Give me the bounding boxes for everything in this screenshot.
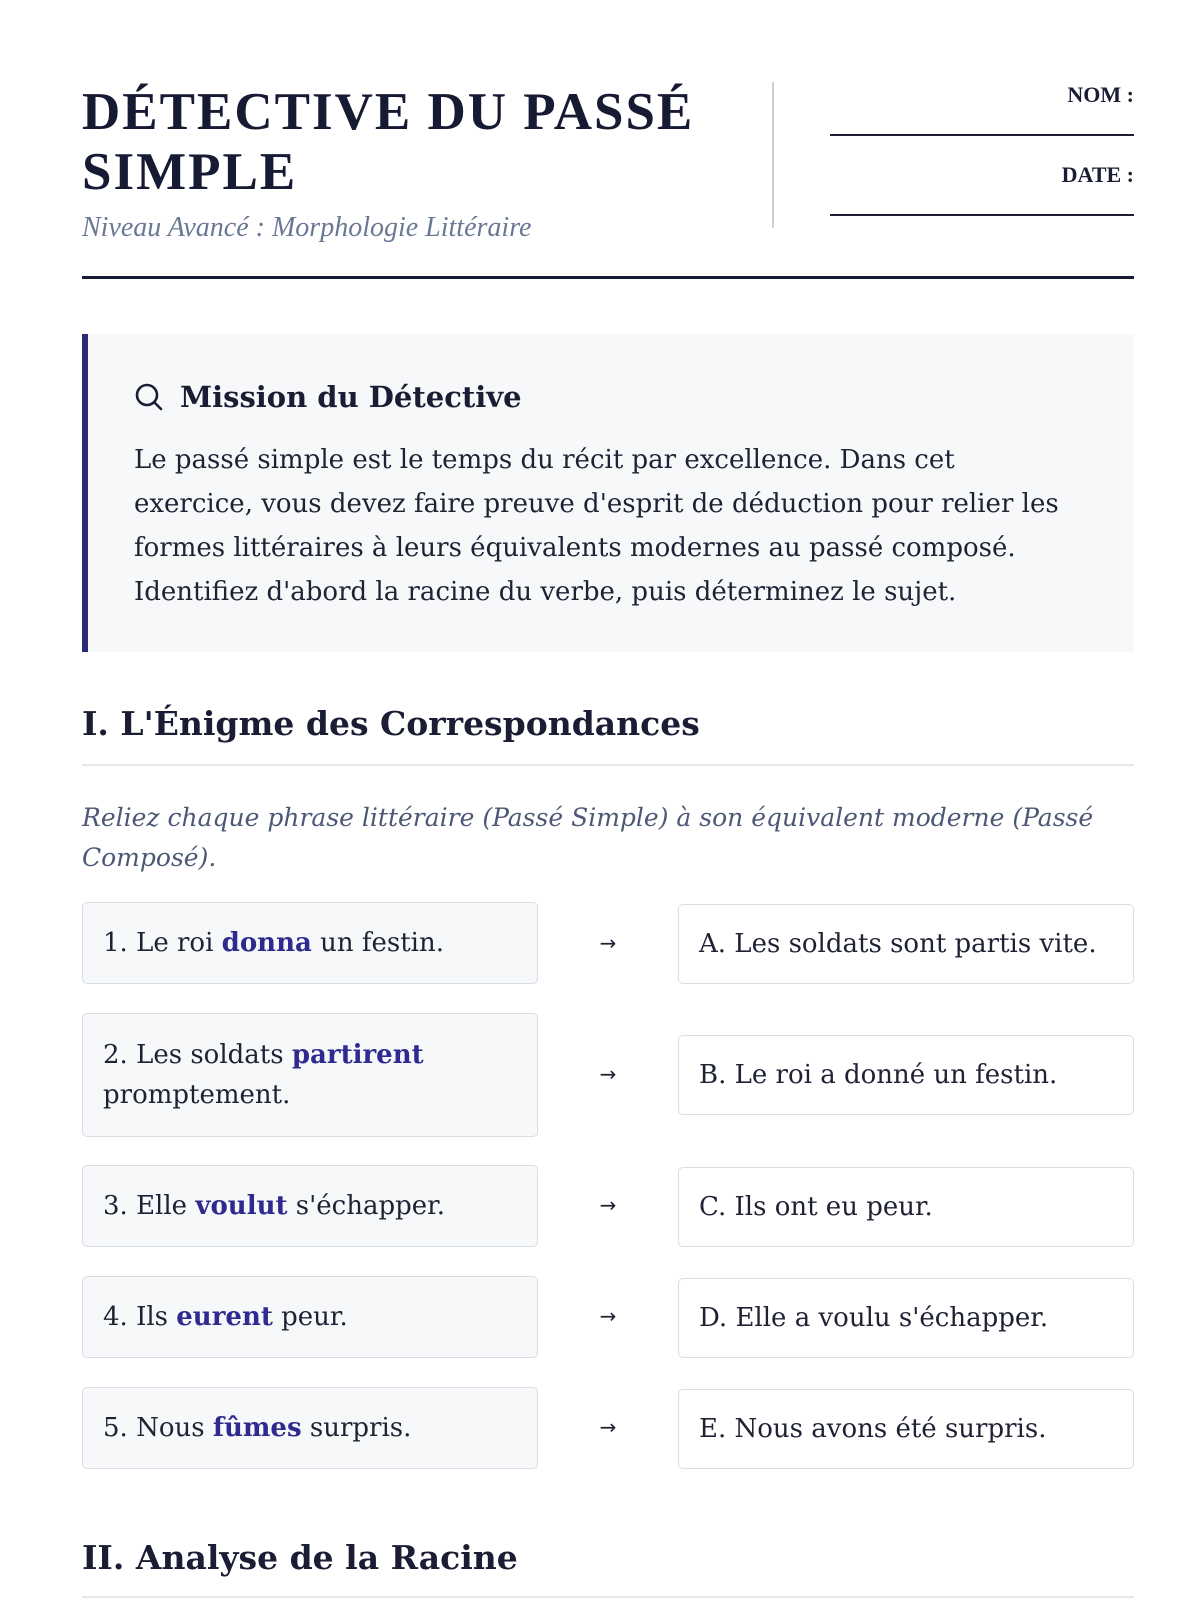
- right-item-e[interactable]: E. Nous avons été surpris.: [678, 1389, 1134, 1469]
- mission-box: [82, 334, 1134, 652]
- left-item-3-verb: voulut: [195, 1191, 288, 1221]
- left-item-5-prefix: 5. Nous: [103, 1413, 213, 1443]
- arrow-icon: →: [599, 1062, 617, 1086]
- right-item-a[interactable]: A. Les soldats sont partis vite.: [678, 904, 1134, 984]
- arrow-icon: →: [599, 931, 617, 955]
- left-item-5-verb: fûmes: [212, 1413, 302, 1443]
- left-item-5[interactable]: [82, 1387, 538, 1469]
- arrow-icon: →: [599, 1415, 617, 1439]
- section-rule: [82, 1596, 1134, 1598]
- left-item-1-prefix: 1. Le roi: [103, 928, 222, 958]
- mission-heading-text: Mission du Détective: [180, 380, 522, 414]
- right-item-c[interactable]: C. Ils ont eu peur.: [678, 1167, 1134, 1247]
- left-item-2-prefix: 2. Les soldats: [103, 1040, 292, 1070]
- left-item-4-suffix: peur.: [272, 1302, 348, 1332]
- mission-text: Le passé simple est le temps du récit par excellence. Dans cet exercice, vous devez faire preuve d'esprit de déduction pour relier les formes littéraires à leurs équivalents modernes au passé composé. Identifiez d'abord la racine du verbe, puis déterminez le sujet.: [134, 445, 1059, 607]
- header: [82, 78, 1134, 278]
- date-label: DATE :: [1061, 162, 1134, 187]
- section-instructions: Reliez chaque phrase littéraire (Passé Simple) à son équivalent moderne (Passé Composé).: [82, 803, 1094, 872]
- page-subtitle: Niveau Avancé : Morphologie Littéraire: [82, 212, 532, 243]
- left-item-2[interactable]: [82, 1013, 538, 1137]
- section-title-correspondances: I. L'Énigme des Correspondances: [82, 704, 700, 743]
- left-item-3-prefix: 3. Elle: [103, 1191, 196, 1221]
- date-field[interactable]: [830, 214, 1134, 216]
- left-item-1-verb: donna: [221, 928, 312, 958]
- header-rule: [82, 276, 1134, 279]
- section-title-racine: II. Analyse de la Racine: [82, 1538, 518, 1577]
- worksheet-page: [82, 0, 1134, 1600]
- left-item-1[interactable]: [82, 902, 538, 984]
- left-item-2-suffix: promptement.: [103, 1080, 291, 1110]
- name-field[interactable]: [830, 134, 1134, 136]
- right-item-b[interactable]: B. Le roi a donné un festin.: [678, 1035, 1134, 1115]
- left-item-4-prefix: 4. Ils: [103, 1302, 177, 1332]
- left-item-3-suffix: s'échapper.: [287, 1191, 445, 1221]
- name-label: NOM :: [1067, 82, 1134, 107]
- left-item-4[interactable]: [82, 1276, 538, 1358]
- page-title: DÉTECTIVE DU PASSÉ SIMPLE: [82, 83, 695, 201]
- mission-heading: [134, 380, 522, 414]
- section-rule: [82, 764, 1134, 766]
- right-item-d[interactable]: D. Elle a voulu s'échapper.: [678, 1278, 1134, 1358]
- arrow-icon: →: [599, 1193, 617, 1217]
- left-item-5-suffix: surpris.: [301, 1413, 412, 1443]
- search-icon: [134, 382, 164, 412]
- left-item-1-suffix: un festin.: [311, 928, 444, 958]
- header-divider: [772, 82, 774, 228]
- left-item-3[interactable]: [82, 1165, 538, 1247]
- left-item-4-verb: eurent: [176, 1302, 273, 1332]
- left-item-2-verb: partirent: [291, 1040, 424, 1070]
- arrow-icon: →: [599, 1304, 617, 1328]
